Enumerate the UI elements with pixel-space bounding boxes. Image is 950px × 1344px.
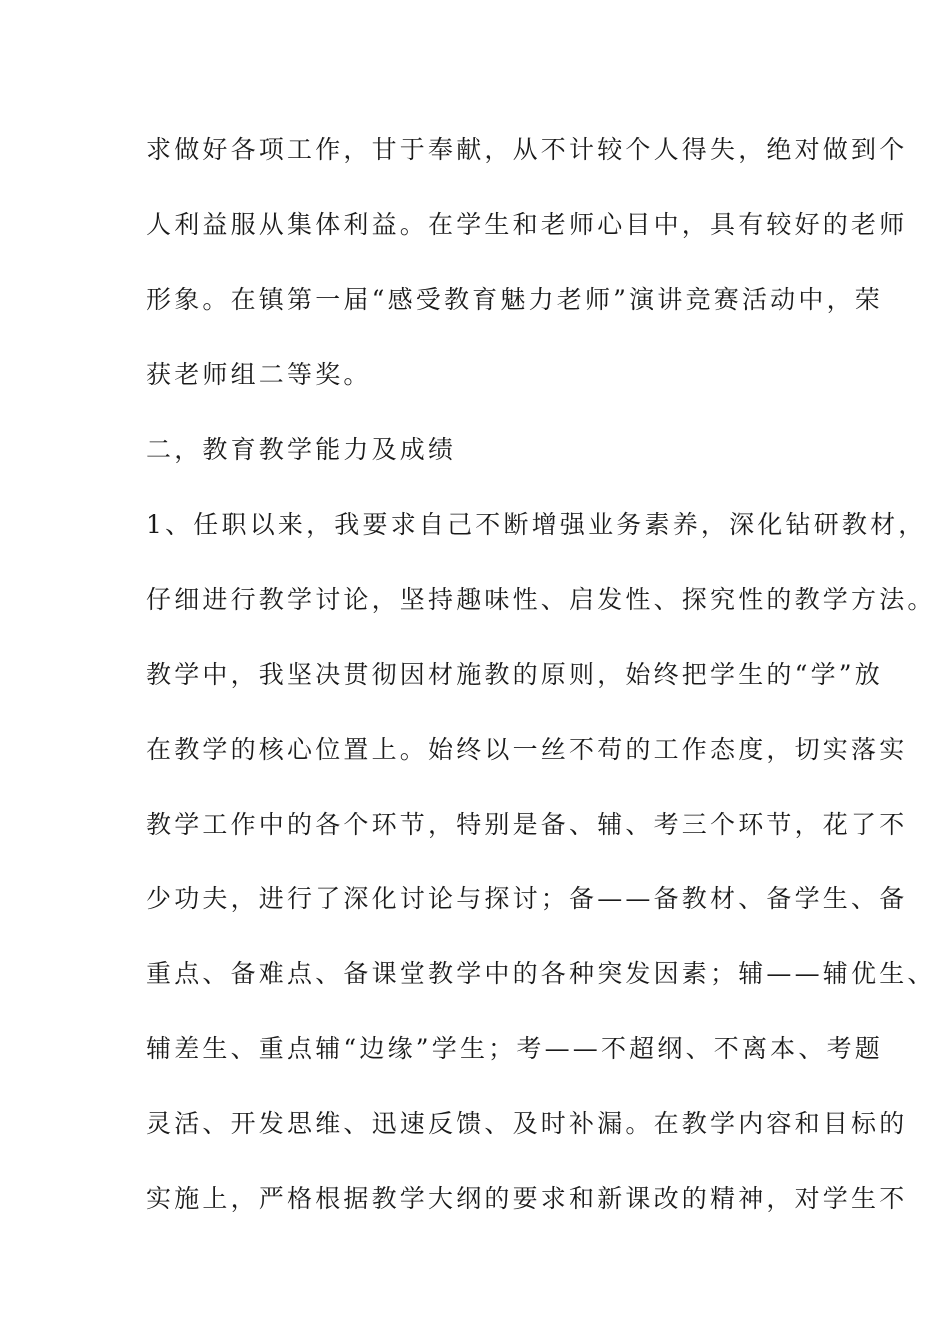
text-line: 灵活、开发思维、迅速反馈、及时补漏。在教学内容和目标的 bbox=[146, 1109, 908, 1138]
text-line: 重点、备难点、备课堂教学中的各种突发因素；辅——辅优生、 bbox=[146, 959, 936, 988]
text-line: 人利益服从集体利益。在学生和老师心目中，具有较好的老师 bbox=[146, 210, 908, 239]
text-line: 少功夫，进行了深化讨论与探讨；备——备教材、备学生、备 bbox=[146, 884, 908, 913]
text-line: 仔细进行教学讨论，坚持趣味性、启发性、探究性的教学方法。 bbox=[146, 585, 936, 614]
text-line: 教学中，我坚决贯彻因材施教的原则，始终把学生的“学”放 bbox=[146, 660, 883, 689]
text-line: 教学工作中的各个环节，特别是备、辅、考三个环节，花了不 bbox=[146, 810, 908, 839]
section-heading: 二，教育教学能力及成绩 bbox=[146, 435, 457, 464]
text-line: 获老师组二等奖。 bbox=[146, 360, 372, 389]
text-line: 实施上，严格根据教学大纲的要求和新课改的精神，对学生不 bbox=[146, 1184, 908, 1213]
text-line: 形象。在镇第一届“感受教育魅力老师”演讲竞赛活动中，荣 bbox=[146, 285, 883, 314]
text-line: 辅差生、重点辅“边缘”学生；考——不超纲、不离本、考题 bbox=[146, 1034, 883, 1063]
text-line: 在教学的核心位置上。始终以一丝不苟的工作态度，切实落实 bbox=[146, 735, 908, 764]
text-line: 求做好各项工作，甘于奉献，从不计较个人得失，绝对做到个 bbox=[146, 135, 908, 164]
text-line: 1、任职以来，我要求自己不断增强业务素养，深化钻研教材， bbox=[146, 510, 927, 539]
